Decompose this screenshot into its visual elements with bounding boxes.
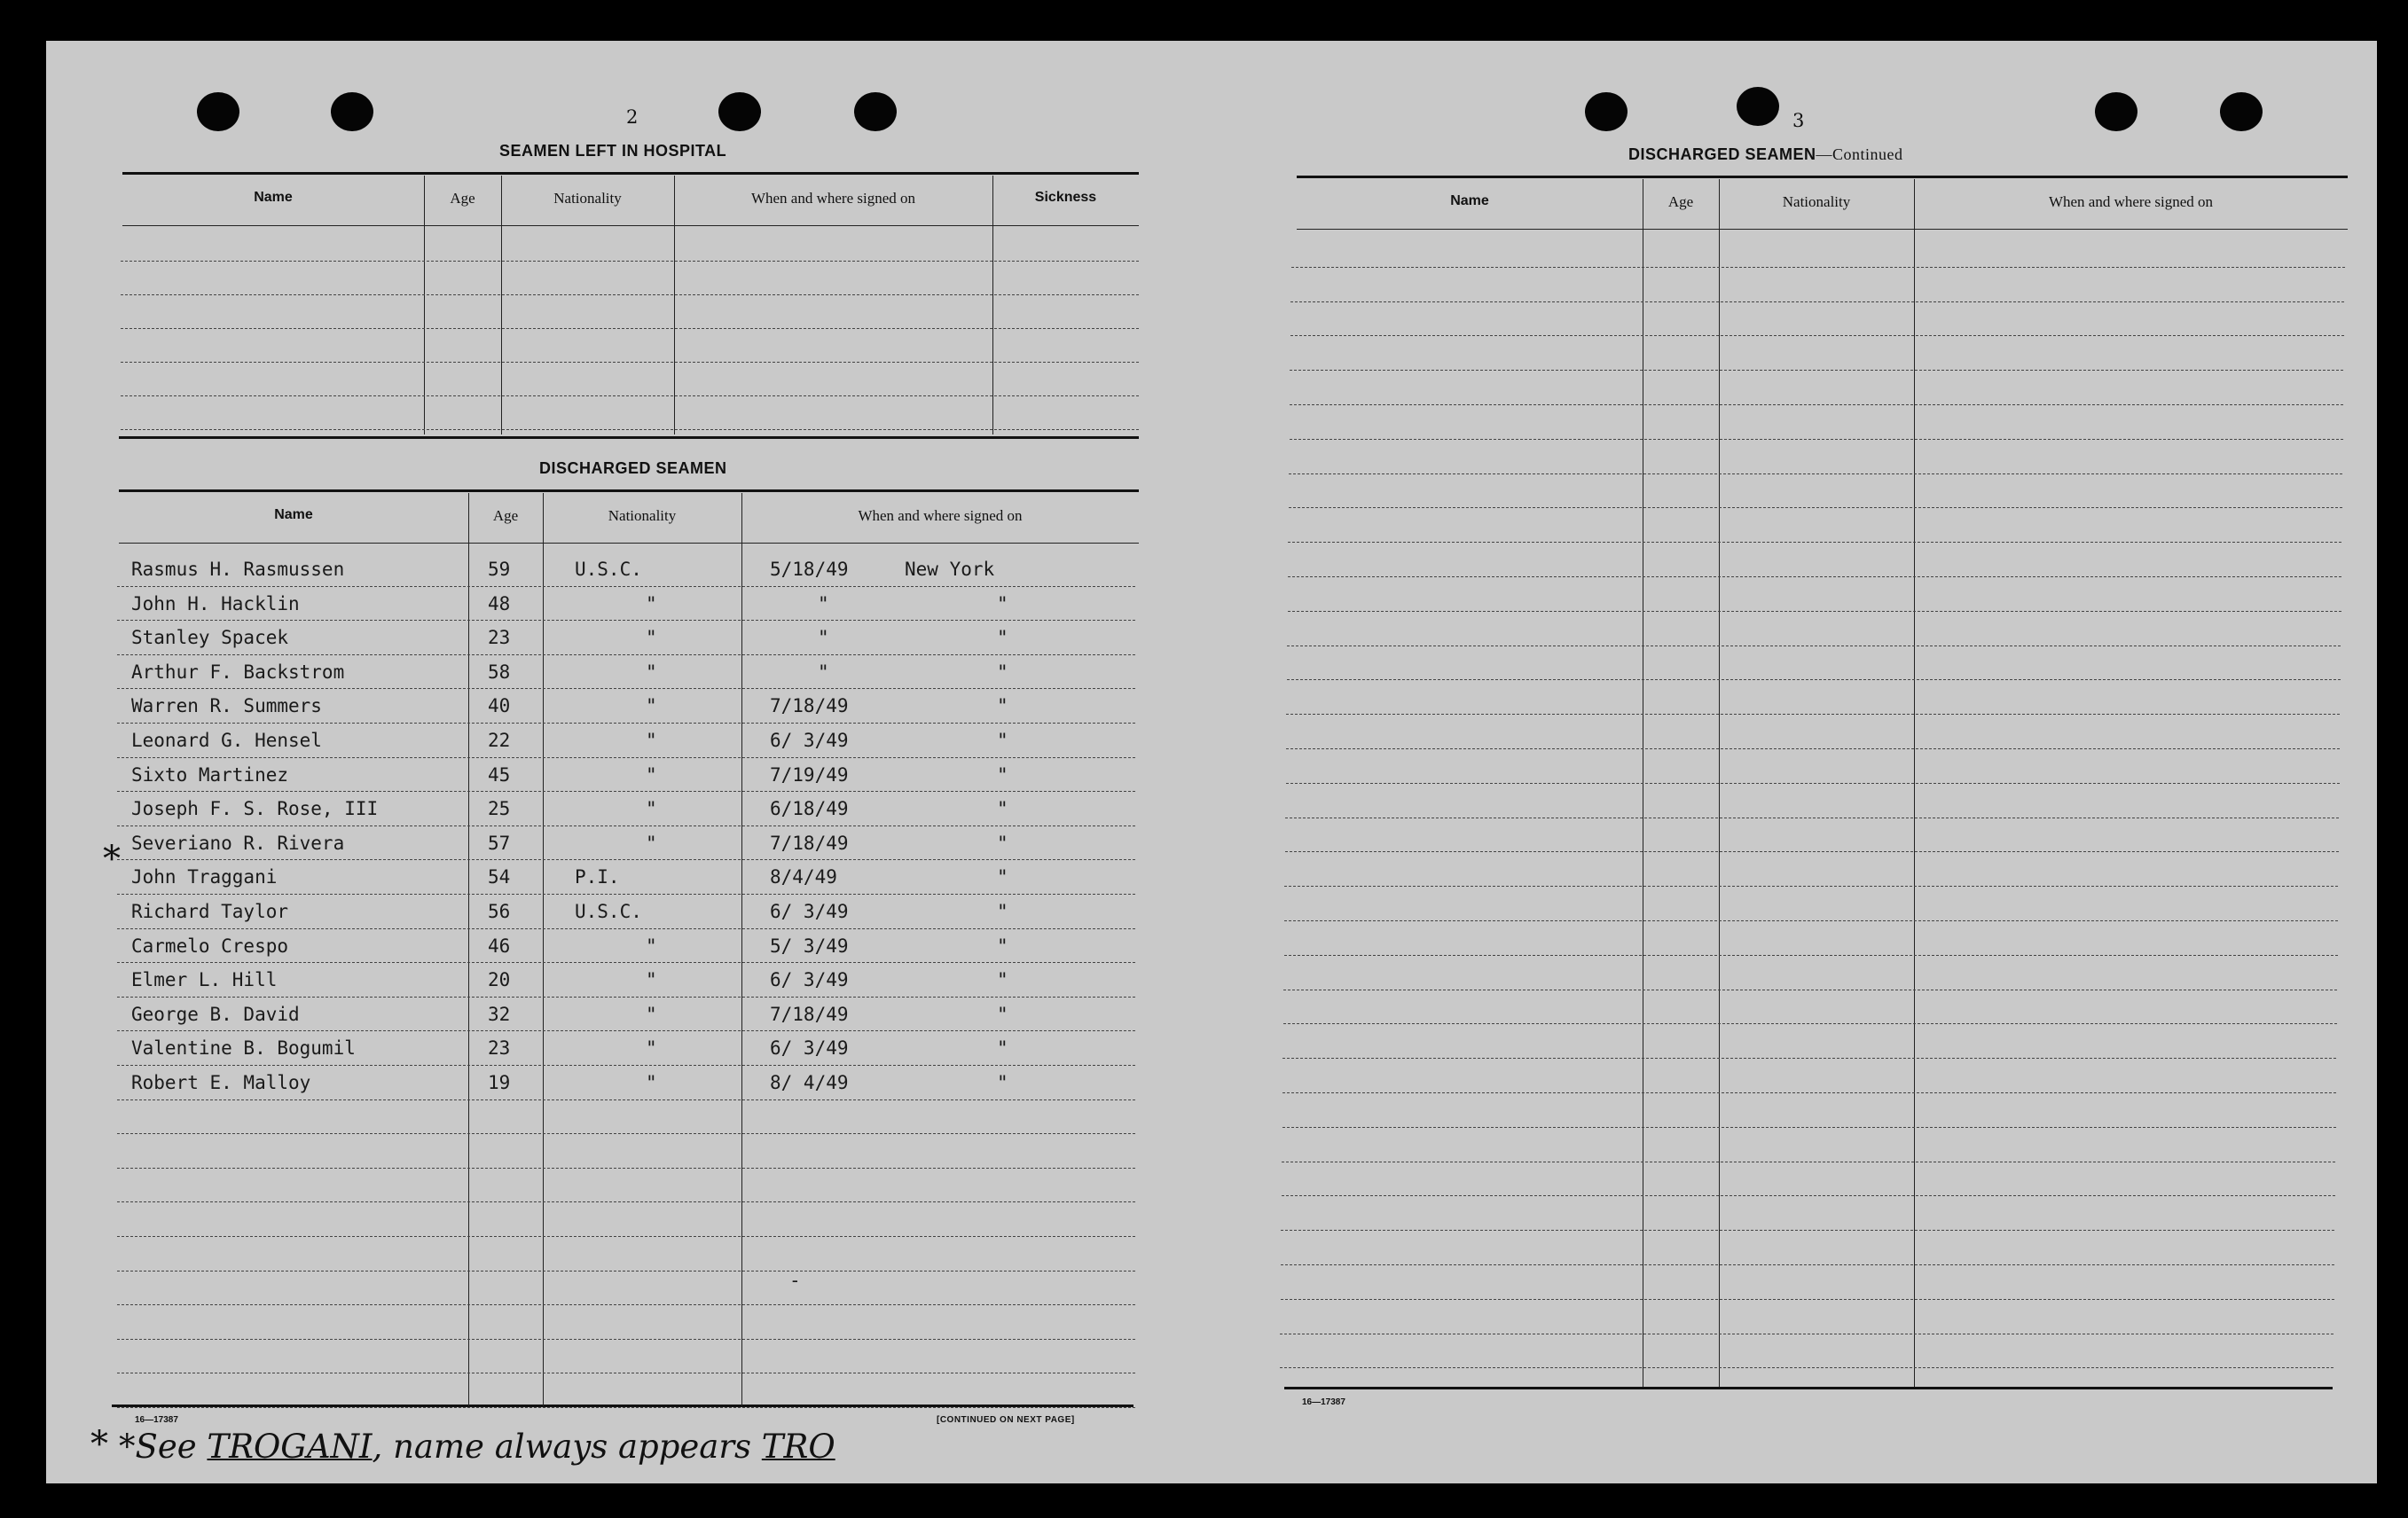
discharged-row-line bbox=[117, 1030, 1135, 1031]
asterisk-mark: * bbox=[103, 839, 121, 880]
punch-hole bbox=[331, 92, 373, 131]
discharged-row-line bbox=[117, 620, 1135, 621]
hospital-section-title: SEAMEN LEFT IN HOSPITAL bbox=[499, 142, 727, 160]
cell-date: 6/ 3/49 bbox=[770, 901, 849, 922]
cell-age: 19 bbox=[488, 1072, 511, 1093]
discharged-row-line bbox=[117, 859, 1135, 860]
cell-name: John Traggani bbox=[131, 866, 278, 888]
note-asterisk: * bbox=[90, 1424, 108, 1465]
right-row-line bbox=[1284, 955, 2338, 956]
right-row-line bbox=[1282, 1195, 2335, 1196]
cell-name: Stanley Spacek bbox=[131, 627, 289, 649]
cell-nationality: " bbox=[646, 763, 657, 786]
cell-age: 59 bbox=[488, 559, 511, 580]
cell-place: " bbox=[997, 627, 1008, 649]
cell-name: Elmer L. Hill bbox=[131, 969, 278, 991]
hospital-row-line bbox=[121, 294, 1139, 295]
hospital-header-age: Age bbox=[450, 190, 475, 207]
handwritten-note bbox=[119, 1428, 835, 1466]
hospital-header-nationality: Nationality bbox=[553, 190, 622, 207]
cell-name: Robert E. Malloy bbox=[131, 1072, 311, 1093]
cell-name: George B. David bbox=[131, 1003, 300, 1025]
discharged-row-line bbox=[117, 654, 1135, 655]
right-row-line bbox=[1288, 542, 2341, 543]
discharged-row-line bbox=[117, 1236, 1135, 1237]
right-row-line bbox=[1286, 783, 2340, 784]
cell-place: " bbox=[997, 1037, 1008, 1060]
cell-name: Severiano R. Rivera bbox=[131, 832, 345, 854]
hospital-row-line bbox=[121, 328, 1139, 329]
cell-place: " bbox=[997, 730, 1008, 751]
cell-date: 7/19/49 bbox=[770, 763, 849, 786]
discharged-header-signed-on: When and where signed on bbox=[858, 507, 1023, 524]
cell-place: " bbox=[997, 901, 1008, 922]
cell-date: " bbox=[818, 627, 829, 649]
discharged-row-line bbox=[117, 1201, 1135, 1202]
discharged-row-line bbox=[117, 894, 1135, 895]
cell-nationality: " bbox=[646, 1037, 657, 1060]
right-top-rule bbox=[1297, 176, 2348, 178]
right-row-line bbox=[1286, 714, 2340, 715]
cell-date: 8/4/49 bbox=[770, 866, 837, 888]
right-row-line bbox=[1282, 1058, 2336, 1059]
discharged-top-rule bbox=[119, 489, 1139, 492]
cell-age: 46 bbox=[488, 935, 511, 957]
cell-place: " bbox=[997, 661, 1008, 683]
cell-nationality: U.S.C. bbox=[575, 901, 642, 922]
discharged-row-line bbox=[117, 997, 1135, 998]
hospital-bottom-rule bbox=[119, 436, 1139, 439]
discharged-row-line bbox=[117, 1168, 1135, 1169]
right-bottom-rule bbox=[1284, 1387, 2333, 1389]
discharged-row-line bbox=[117, 757, 1135, 758]
discharged-row-line bbox=[117, 1407, 1135, 1408]
handwritten-name: TROGANI bbox=[207, 1428, 373, 1466]
cell-nationality: " bbox=[646, 730, 657, 751]
discharged-row-line bbox=[117, 1304, 1135, 1305]
right-header-age: Age bbox=[1667, 193, 1694, 210]
right-row-line bbox=[1290, 439, 2343, 440]
cell-age: 54 bbox=[488, 866, 511, 888]
cell-name: Richard Taylor bbox=[131, 901, 289, 922]
right-row-line bbox=[1281, 1264, 2334, 1265]
hospital-row-line bbox=[121, 261, 1139, 262]
right-row-line bbox=[1280, 1367, 2333, 1368]
hospital-row-line bbox=[121, 362, 1139, 363]
right-row-line bbox=[1284, 886, 2338, 887]
cell-nationality: " bbox=[646, 695, 657, 717]
right-row-line bbox=[1287, 679, 2341, 680]
cell-age: 32 bbox=[488, 1003, 511, 1025]
discharged-header-rule bbox=[119, 543, 1139, 544]
handwritten-middle: , name always appears bbox=[372, 1428, 762, 1466]
cell-date: 6/18/49 bbox=[770, 798, 849, 820]
right-title-main: DISCHARGED SEAMEN bbox=[1628, 145, 1816, 163]
punch-hole bbox=[1585, 92, 1628, 131]
cell-age: 48 bbox=[488, 592, 511, 614]
discharged-row-line bbox=[117, 1099, 1135, 1100]
cell-age: 23 bbox=[488, 1037, 511, 1060]
right-header-rule bbox=[1297, 229, 2348, 230]
cell-nationality: " bbox=[646, 592, 657, 614]
cell-name: Joseph F. S. Rose, III bbox=[131, 798, 379, 820]
discharged-row-line bbox=[117, 1339, 1135, 1340]
page-number-left: 2 bbox=[626, 106, 639, 128]
cell-nationality: " bbox=[646, 1003, 657, 1025]
cell-name: Carmelo Crespo bbox=[131, 935, 289, 957]
punch-hole bbox=[197, 92, 239, 131]
punch-hole bbox=[2095, 92, 2137, 131]
cell-name: Rasmus H. Rasmussen bbox=[131, 559, 345, 580]
form-number-left: 16—17387 bbox=[135, 1415, 178, 1425]
right-row-line bbox=[1290, 301, 2344, 302]
discharged-row-line bbox=[117, 962, 1135, 963]
punch-hole bbox=[2220, 92, 2263, 131]
hospital-top-rule bbox=[122, 172, 1139, 175]
cell-name: Warren R. Summers bbox=[131, 695, 322, 717]
discharged-row-line bbox=[117, 586, 1135, 587]
punch-hole bbox=[718, 92, 761, 131]
cell-nationality: " bbox=[646, 627, 657, 649]
cell-age: 40 bbox=[488, 695, 511, 717]
right-header-signed-on: When and where signed on bbox=[2048, 193, 2214, 210]
cell-date: 7/18/49 bbox=[770, 832, 849, 854]
cell-place: " bbox=[997, 1072, 1008, 1093]
cell-nationality: " bbox=[646, 1072, 657, 1093]
discharged-header-age: Age bbox=[492, 507, 519, 524]
right-row-line bbox=[1284, 920, 2338, 921]
right-section-title bbox=[1628, 145, 1903, 164]
hospital-header-sickness: Sickness bbox=[1034, 190, 1097, 205]
cell-date: " bbox=[818, 661, 829, 683]
cell-name: Leonard G. Hensel bbox=[131, 730, 322, 751]
cell-date: 6/ 3/49 bbox=[770, 730, 849, 751]
cell-date: 6/ 3/49 bbox=[770, 969, 849, 991]
discharged-row-line bbox=[117, 723, 1135, 724]
page-number-right: 3 bbox=[1792, 110, 1805, 131]
document-sheet bbox=[46, 41, 2377, 1483]
continued-note: [CONTINUED ON NEXT PAGE] bbox=[937, 1415, 1075, 1425]
discharged-row-line bbox=[117, 1065, 1135, 1066]
punch-hole bbox=[1737, 87, 1779, 126]
cell-nationality: U.S.C. bbox=[575, 559, 642, 580]
cell-date: 5/ 3/49 bbox=[770, 935, 849, 957]
discharged-row-line bbox=[117, 688, 1135, 689]
hospital-header-signed-on: When and where signed on bbox=[750, 190, 916, 207]
cell-place: " bbox=[997, 935, 1008, 957]
discharged-col-divider bbox=[468, 493, 469, 1406]
right-row-line bbox=[1288, 611, 2341, 612]
cell-place: " bbox=[997, 695, 1008, 717]
hospital-row-line bbox=[121, 395, 1139, 396]
cell-place: " bbox=[997, 832, 1008, 854]
discharged-section-title: DISCHARGED SEAMEN bbox=[539, 459, 727, 477]
discharged-col-divider bbox=[543, 493, 544, 1406]
right-row-line bbox=[1286, 748, 2340, 749]
right-row-line bbox=[1282, 1127, 2336, 1128]
cell-date: 5/18/49 bbox=[770, 559, 849, 580]
cell-name: Sixto Martinez bbox=[131, 763, 289, 786]
right-row-line bbox=[1281, 1230, 2334, 1231]
discharged-row-line bbox=[117, 1133, 1135, 1134]
cell-nationality: " bbox=[646, 969, 657, 991]
cell-age: 25 bbox=[488, 798, 511, 820]
right-row-line bbox=[1288, 576, 2341, 577]
cell-age: 45 bbox=[488, 763, 511, 786]
handwritten-tail: TRO bbox=[761, 1428, 835, 1466]
cell-age: 56 bbox=[488, 901, 511, 922]
right-row-line bbox=[1289, 473, 2342, 474]
right-row-line bbox=[1290, 335, 2344, 336]
cell-age: 22 bbox=[488, 730, 511, 751]
discharged-row-line bbox=[117, 928, 1135, 929]
hospital-row-line bbox=[121, 429, 1139, 430]
right-header-nationality: Nationality bbox=[1782, 193, 1851, 210]
cell-age: 57 bbox=[488, 832, 511, 854]
right-row-line bbox=[1290, 404, 2343, 405]
form-number-right: 16—17387 bbox=[1302, 1397, 1345, 1407]
cell-age: 20 bbox=[488, 969, 511, 991]
right-row-line bbox=[1291, 267, 2345, 268]
cell-place: " bbox=[997, 1003, 1008, 1025]
right-row-line bbox=[1282, 1092, 2336, 1093]
cell-date: 8/ 4/49 bbox=[770, 1072, 849, 1093]
cell-nationality: " bbox=[646, 935, 657, 957]
stray-dash-mark: - bbox=[789, 1270, 801, 1291]
cell-nationality: P.I. bbox=[575, 866, 620, 888]
cell-place: " bbox=[997, 592, 1008, 614]
discharged-row-line bbox=[117, 791, 1135, 792]
right-header-name: Name bbox=[1450, 193, 1489, 208]
discharged-header-name: Name bbox=[274, 507, 313, 522]
right-row-line bbox=[1289, 507, 2342, 508]
cell-date: 6/ 3/49 bbox=[770, 1037, 849, 1060]
cell-place: " bbox=[997, 798, 1008, 820]
cell-nationality: " bbox=[646, 832, 657, 854]
right-row-line bbox=[1290, 370, 2343, 371]
right-row-line bbox=[1281, 1299, 2334, 1300]
discharged-col-divider bbox=[741, 493, 742, 1406]
cell-nationality: " bbox=[646, 661, 657, 683]
cell-place: New York bbox=[905, 559, 995, 580]
right-row-line bbox=[1283, 1023, 2337, 1024]
cell-name: Valentine B. Bogumil bbox=[131, 1037, 356, 1060]
cell-date: " bbox=[818, 592, 829, 614]
cell-date: 7/18/49 bbox=[770, 1003, 849, 1025]
cell-name: Arthur F. Backstrom bbox=[131, 661, 345, 683]
cell-nationality: " bbox=[646, 798, 657, 820]
right-title-suffix: —Continued bbox=[1816, 145, 1903, 163]
cell-place: " bbox=[997, 866, 1008, 888]
cell-date: 7/18/49 bbox=[770, 695, 849, 717]
discharged-header-nationality: Nationality bbox=[608, 507, 677, 524]
punch-hole bbox=[854, 92, 897, 131]
cell-age: 58 bbox=[488, 661, 511, 683]
cell-name: John H. Hacklin bbox=[131, 592, 300, 614]
handwritten-prefix: *See bbox=[119, 1428, 208, 1466]
hospital-header-rule bbox=[122, 225, 1139, 226]
right-row-line bbox=[1285, 851, 2339, 852]
hospital-header-name: Name bbox=[254, 190, 293, 205]
cell-age: 23 bbox=[488, 627, 511, 649]
discharged-row-line bbox=[117, 1271, 1135, 1272]
cell-place: " bbox=[997, 969, 1008, 991]
cell-place: " bbox=[997, 763, 1008, 786]
